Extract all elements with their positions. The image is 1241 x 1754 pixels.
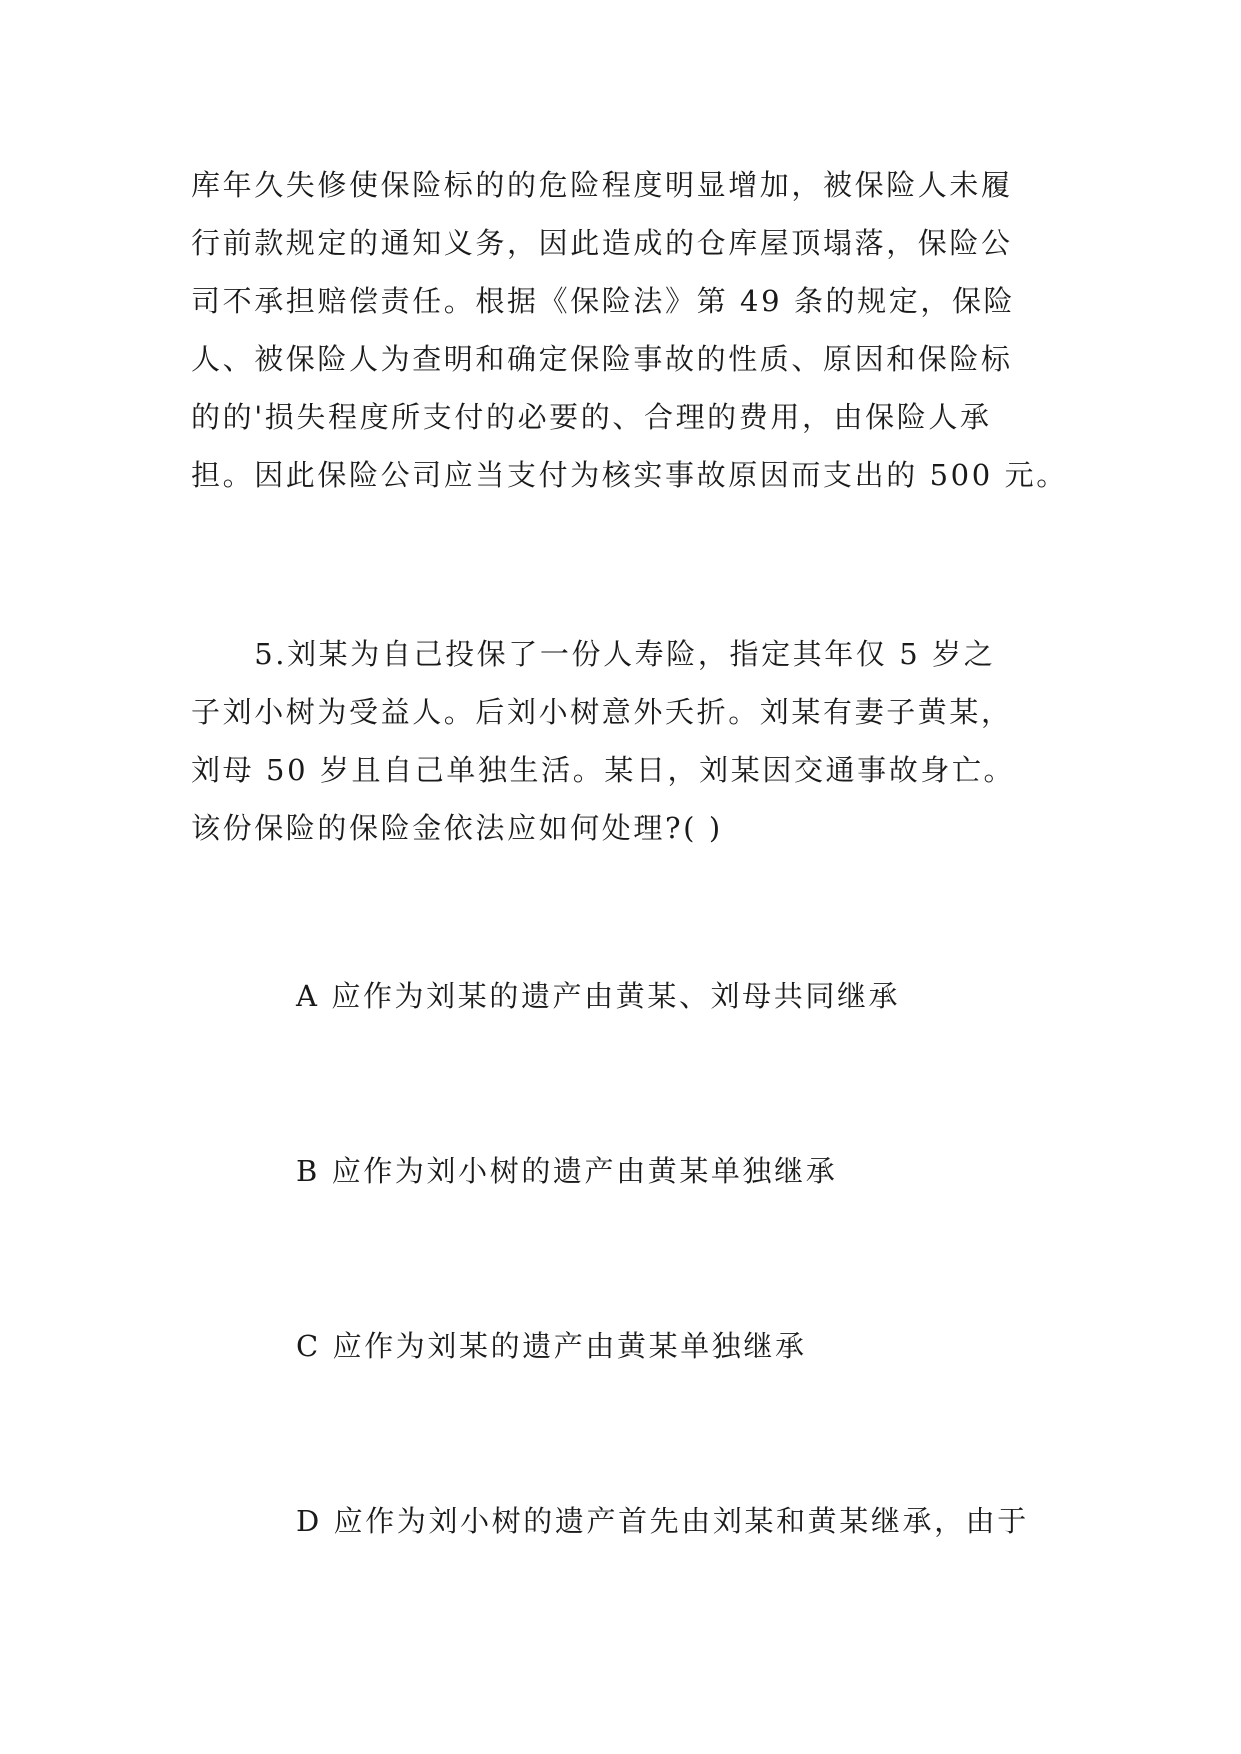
text-line: 司不承担赔偿责任。根据《保险法》第 49 条的规定，保险 (191, 284, 1016, 318)
option-d: D 应作为刘小树的遗产首先由刘某和黄某继承，由于 (296, 1504, 1029, 1538)
text-line: 5.刘某为自己投保了一份人寿险，指定其年仅 5 岁之 (191, 637, 996, 671)
option-b: B 应作为刘小树的遗产由黄某单独继承 (296, 1154, 838, 1188)
option-c: C 应作为刘某的遗产由黄某单独继承 (296, 1329, 807, 1363)
text-line: 子刘小树为受益人。后刘小树意外夭折。刘某有妻子黄某， (191, 695, 1013, 729)
text-line: 担。因此保险公司应当支付为核实事故原因而支出的 500 元。 (191, 458, 1068, 492)
text-line: 刘母 50 岁且自己单独生活。某日，刘某因交通事故身亡。 (191, 753, 1016, 787)
text-line: 该份保险的保险金依法应如何处理?( ) (191, 811, 723, 845)
text-line: 的的'损失程度所支付的必要的、合理的费用，由保险人承 (191, 400, 992, 434)
text-line: 人、被保险人为查明和确定保险事故的性质、原因和保险标 (191, 342, 1013, 376)
option-a: A 应作为刘某的遗产由黄某、刘母共同继承 (296, 979, 901, 1013)
question-5-paragraph (191, 625, 1051, 857)
text-line: 行前款规定的通知义务，因此造成的仓库屋顶塌落，保险公 (191, 226, 1013, 260)
answer-explanation-paragraph (191, 156, 1068, 504)
text-line: 库年久失修使保险标的的危险程度明显增加，被保险人未履 (191, 168, 1013, 202)
